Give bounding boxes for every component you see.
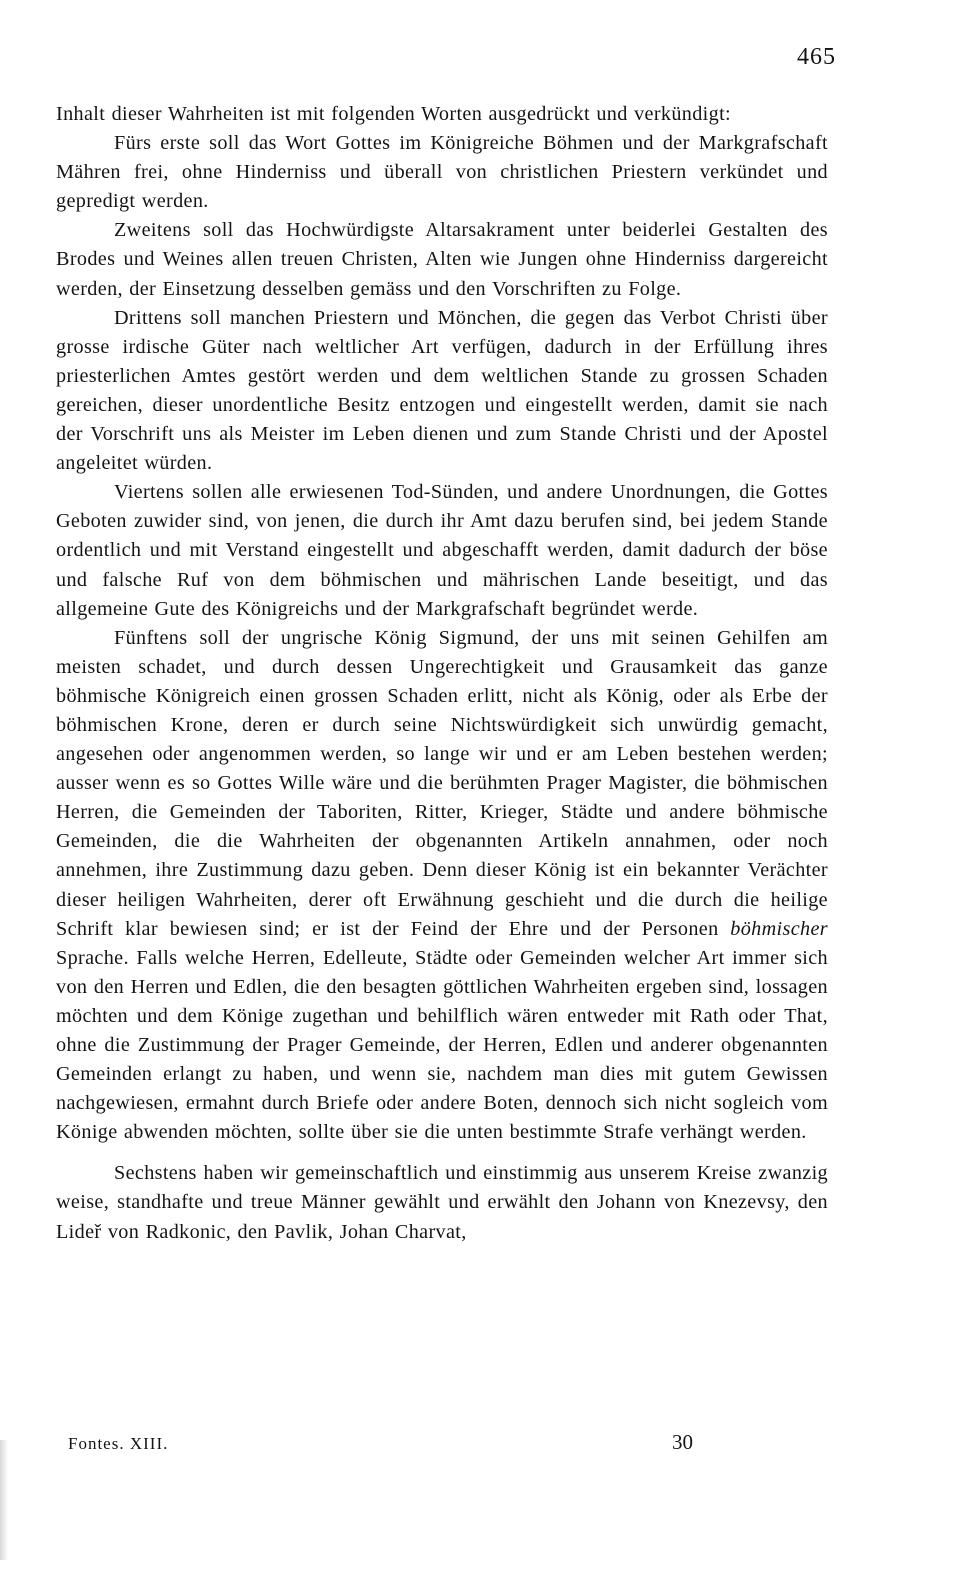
paragraph-text: Sechstens haben wir gemeinschaftlich und einstimmig aus unserem Kreise zwanzig weise, standhafte und treue Männer gewählt und erwählt den Johann von Knezevsy, den Lideř von Radkonic, den Pavlik, Johan Charvat, [56, 1162, 828, 1243]
paragraph-sechstens [56, 1159, 828, 1246]
paragraph-text: Drittens soll manchen Priestern und Mönchen, die gegen das Verbot Christi über grosse irdische Güter nach weltlicher Art verfügen, dadurch in der Erfüllung ihres priesterlichen Amtes gestört werden und dem weltlichen Stande zu grossen Schaden gereichen, dieser unordentliche Besitz entzogen und eingestellt werden, damit sie nach der Vorschrift uns als Meister im Leben dienen und zum Stande Christi und der Apostel angeleitet würden. [56, 306, 828, 475]
paragraph-viertens [56, 478, 828, 623]
emphasized-word: böhmischer [730, 917, 828, 940]
paragraph-text: Fünftens soll der ungrische König Sigmund, der uns mit seinen Gehilfen am meisten schadet, und durch dessen Ungerechtigkeit und Grausamkeit das ganze böhmische Königreich einen grossen Schaden erlitt, nicht als König, oder als Erbe der böhmischen Krone, deren er durch seine Nichtswürdigkeit sich unwürdig gemacht, angesehen oder angenommen werden, so lange wir und er am Leben bestehen werden; ausser wenn es so Gottes Wille wäre und die berühmten Prager Magister, die böhmischen Herren, die Gemeinden der Taboriten, Ritter, Krieger, Städte und andere böhmische Gemeinden, die die Wahrheiten der obgenannten Artikeln annahmen, oder noch annehmen, ihre Zustimmung dazu geben. Denn dieser König ist ein bekannter Verächter dieser heiligen Wahrheiten, derer oft Erwähnung geschieht und die durch die heilige Schrift klar bewiesen sind; er ist der Feind der Ehre und der Personen [56, 626, 828, 940]
paragraph-text: Zweitens soll das Hochwürdigste Altarsakrament unter beiderlei Gestalten des Brodes und Weines allen treuen Christen, Alten wie Jungen ohne Hinderniss dargereicht werden, der Einsetzung desselben gemäss und den Vorschriften zu Folge. [56, 219, 828, 300]
paragraph-fuenftens [56, 624, 828, 1148]
paragraph-text-continued: Sprache. Falls welche Herren, Edelleute, Städte oder Gemeinden welcher Art immer sich von den Herren und Edlen, die den besagten göttlichen Wahrheiten ergeben sind, lossagen möchten und dem Könige zugethan und behilflich wären entweder mit Rath oder That, ohne die Zustimmung der Prager Gemeinde, der Herren, Edlen und anderer obgenannten Gemeinden erlangt zu haben, und wenn sie, nachdem man dies mit gutem Gewissen nachgewiesen, ermahnt durch Briefe oder andere Boten, dennoch sich nicht sogleich vom Könige abwenden möchten, sollte über sie die unten bestimmte Strafe verhängt werden. [56, 946, 828, 1144]
footer-series-label: Fontes. XIII. [68, 1434, 169, 1453]
binding-edge-shadow [0, 1440, 8, 1560]
paragraph-text: Viertens sollen alle erwiesenen Tod-Sünden, und andere Unordnungen, die Gottes Geboten zuwider sind, von jenen, die durch ihr Amt dazu berufen sind, bei jedem Stande ordentlich und mit Verstand eingestellt und abgeschafft werden, damit dadurch der böse und falsche Ruf von dem böhmischen und mährischen Lande beseitigt, und das allgemeine Gute des Königreichs und der Markgrafschaft begründet werde. [56, 481, 828, 620]
paragraph-erstens [56, 129, 828, 216]
body-text [56, 100, 828, 1247]
paragraph-text: Fürs erste soll das Wort Gottes im Königreiche Böhmen und der Markgrafschaft Mähren frei, ohne Hinderniss und überall von christlichen Priestern verkündet und gepredigt werden. [56, 132, 828, 213]
page-number: 465 [797, 44, 836, 70]
paragraph-text: Inhalt dieser Wahrheiten ist mit folgenden Worten ausgedrückt und verkündigt: [56, 103, 731, 125]
footer-signature-mark: 30 [672, 1430, 693, 1454]
paragraph-drittens [56, 304, 828, 479]
paragraph-intro [56, 100, 828, 129]
paragraph-zweitens [56, 216, 828, 303]
